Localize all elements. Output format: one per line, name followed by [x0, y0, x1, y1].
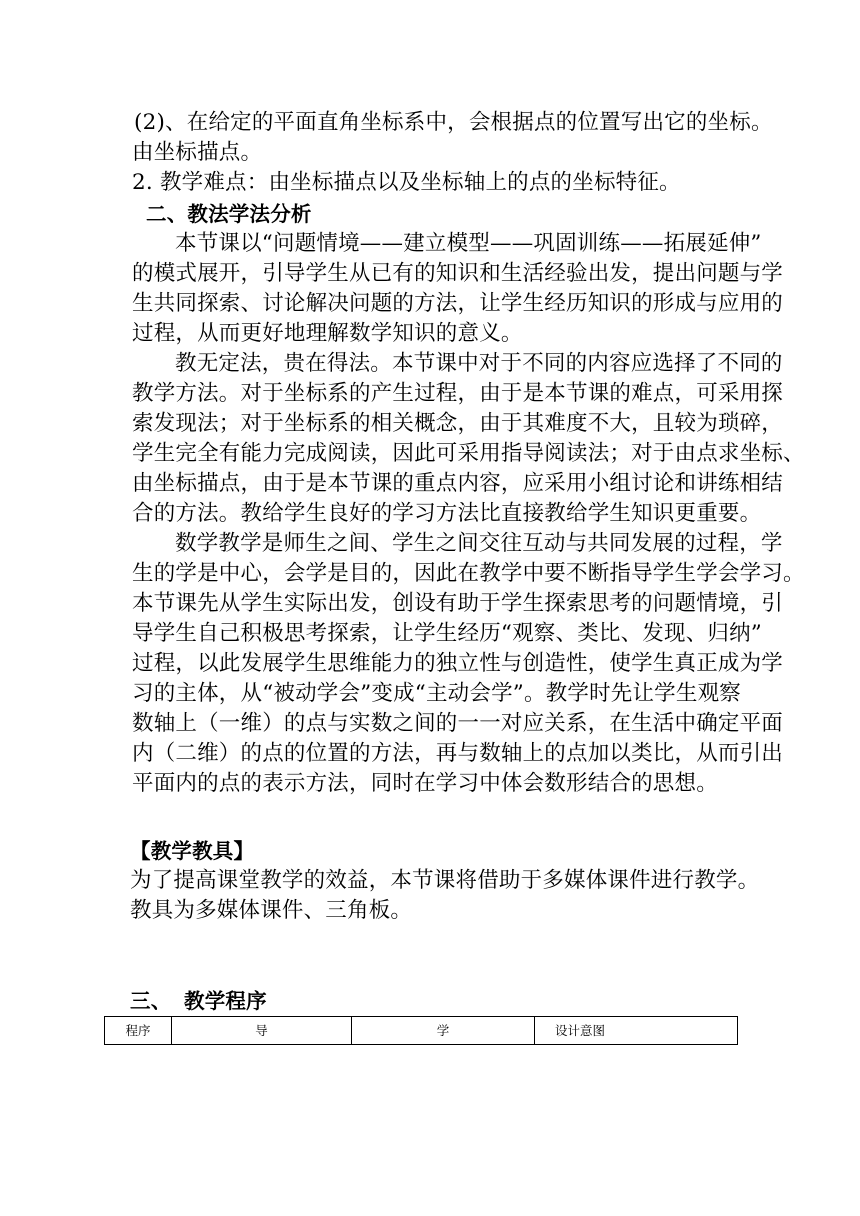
paragraph-line: 生的学是中心，会学是目的，因此在教学中要不断指导学生学会学习。 — [132, 561, 805, 586]
table-header-learn: 学 — [352, 1017, 535, 1044]
paragraph-line: 本节课以“问题情境——建立模型——巩固训练——拓展延伸” — [175, 231, 762, 256]
paragraph-line: 教无定法，贵在得法。本节课中对于不同的内容应选择了不同的 — [175, 351, 783, 376]
section-3-title: 教学程序 — [184, 989, 267, 1013]
objective-item-2-line-1: (2)、在给定的平面直角坐标系中，会根据点的位置写出它的坐标。 — [134, 110, 773, 135]
paragraph-line: 过程，以此发展学生思维能力的独立性与创造性，使学生真正成为学 — [132, 651, 784, 676]
teaching-difficulty: 2. 教学难点：由坐标描点以及坐标轴上的点的坐标特征。 — [132, 170, 681, 195]
paragraph-line: 合的方法。教给学生良好的学习方法比直接教给学生知识更重要。 — [132, 501, 762, 526]
objective-item-2-line-2: 由坐标描点。 — [132, 140, 263, 165]
paragraph-line: 习的主体，从“被动学会”变成“主动会学”。教学时先让学生观察 — [132, 681, 741, 706]
paragraph-line: 由坐标描点，由于是本节课的重点内容，应采用小组讨论和讲练相结 — [132, 471, 784, 496]
paragraph-line: 数轴上（一维）的点与实数之间的一一对应关系，在生活中确定平面 — [132, 711, 784, 736]
paragraph-line: 生共同探索、讨论解决问题的方法，让学生经历知识的形成与应用的 — [132, 291, 784, 316]
paragraph-line: 的模式展开，引导学生从已有的知识和生活经验出发，提出问题与学 — [132, 261, 784, 286]
teaching-tools-line-1: 为了提高课堂教学的效益，本节课将借助于多媒体课件进行教学。 — [130, 868, 760, 893]
procedure-table — [104, 1016, 738, 1045]
paragraph-line: 导学生自己积极思考探索，让学生经历“观察、类比、发现、归纳” — [132, 621, 762, 646]
teaching-tools-heading: 【教学教具】 — [130, 839, 255, 863]
table-header-guide: 导 — [172, 1017, 352, 1044]
paragraph-line: 学生完全有能力完成阅读，因此可采用指导阅读法；对于由点求坐标、 — [132, 441, 805, 466]
paragraph-line: 本节课先从学生实际出发，创设有助于学生探索思考的问题情境，引 — [132, 591, 784, 616]
paragraph-line: 教学方法。对于坐标系的产生过程，由于是本节课的难点，可采用探 — [132, 381, 784, 406]
paragraph-line: 索发现法；对于坐标系的相关概念，由于其难度不大，且较为琐碎， — [132, 411, 784, 436]
paragraph-line: 内（二维）的点的位置的方法，再与数轴上的点加以类比，从而引出 — [132, 741, 784, 766]
section-3-number: 三、 — [130, 989, 172, 1013]
paragraph-line: 平面内的点的表示方法，同时在学习中体会数形结合的思想。 — [132, 771, 718, 796]
table-header-design-intent: 设计意图 — [555, 1023, 606, 1038]
paragraph-line: 数学教学是师生之间、学生之间交往互动与共同发展的过程，学 — [175, 531, 783, 556]
section-2-heading: 二、教法学法分析 — [146, 202, 312, 226]
paragraph-line: 过程，从而更好地理解数学知识的意义。 — [132, 321, 523, 346]
teaching-tools-line-2: 教具为多媒体课件、三角板。 — [130, 898, 413, 923]
table-header-procedure: 程序 — [105, 1017, 172, 1044]
